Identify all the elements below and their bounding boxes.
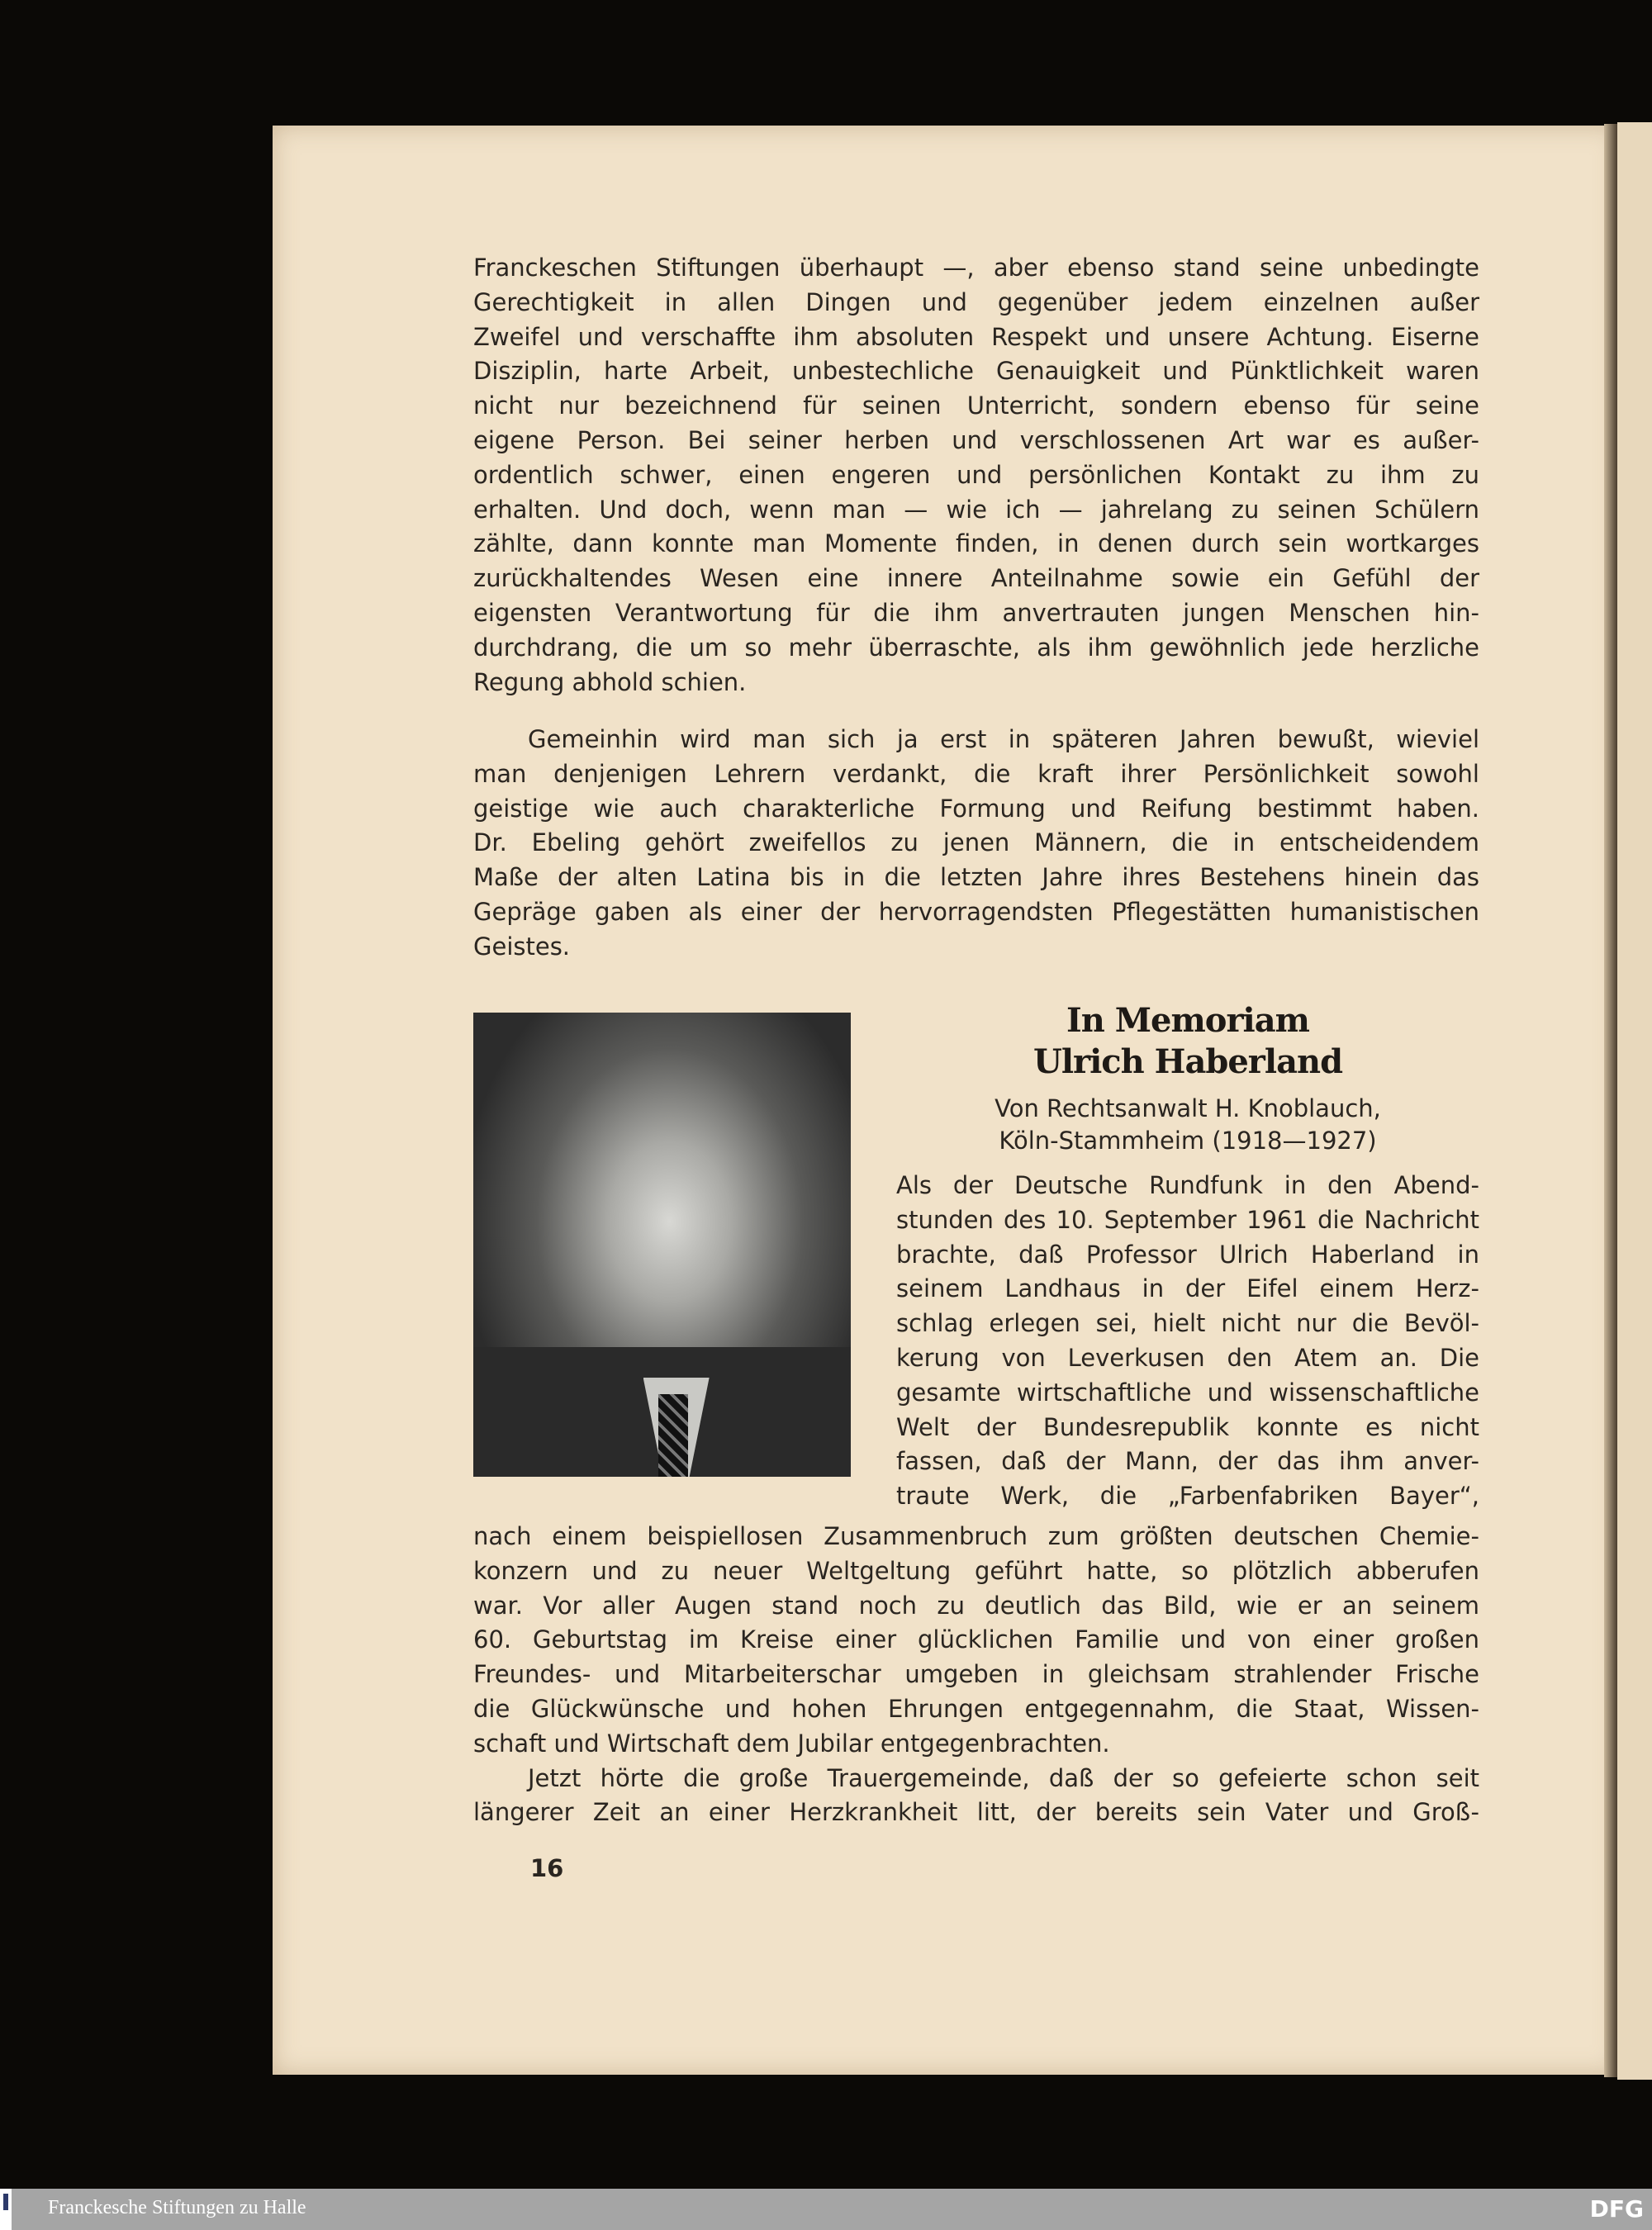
- text-line: Regung abhold schien.: [473, 667, 747, 696]
- text-line: seinem Landhaus in der Eifel einem Herz-: [896, 1274, 1479, 1303]
- page-number: 16: [530, 1854, 564, 1882]
- text-line: durchdrang, die um so mehr überraschte, als ihm gewöhnlich jede herzliche: [473, 633, 1479, 662]
- institution-logo: [0, 2189, 12, 2230]
- text-line: kerung von Leverkusen den Atem an. Die: [896, 1344, 1479, 1372]
- text-line: eigene Person. Bei seiner herben und verschlossenen Art war es außer-: [473, 426, 1479, 454]
- text-line: Disziplin, harte Arbeit, unbestechliche Genauigkeit und Pünktlichkeit waren: [473, 357, 1479, 386]
- institution-name[interactable]: Franckesche Stiftungen zu Halle: [48, 2197, 306, 2218]
- byline-author: Von Rechtsanwalt H. Knoblauch,: [995, 1094, 1381, 1122]
- text-line: gesamte wirtschaftliche und wissenschaftliche: [896, 1378, 1479, 1407]
- article-title-line2: Ulrich Haberland: [1032, 1042, 1343, 1081]
- portrait-photo: [473, 1013, 851, 1477]
- text-line: Gemeinhin wird man sich ja erst in späteren Jahren bewußt, wieviel: [528, 725, 1479, 753]
- text-line: zurückhaltendes Wesen eine innere Anteilnahme sowie ein Gefühl der: [473, 564, 1479, 593]
- byline-place: Köln-Stammheim (1918—1927): [999, 1127, 1377, 1155]
- text-line: konzern und zu neuer Weltgeltung geführt hatte, so plötzlich abberufen: [473, 1556, 1479, 1585]
- text-line: Gepräge gaben als einer der hervorragendsten Pflegestätten humanistischen: [473, 898, 1479, 926]
- text-line: ordentlich schwer, einen engeren und persönlichen Kontakt zu ihm zu: [473, 460, 1479, 489]
- footer-bar: [0, 2189, 1652, 2230]
- dfg-logo[interactable]: DFG: [1589, 2195, 1644, 2223]
- text-line: Gerechtigkeit in allen Dingen und gegenüber jedem einzelnen außer: [473, 287, 1479, 316]
- text-line: Welt der Bundesrepublik konnte es nicht: [896, 1412, 1479, 1441]
- text-line: stunden des 10. September 1961 die Nachricht: [896, 1205, 1479, 1234]
- text-line: 60. Geburtstag im Kreise einer glücklichen Familie und von einer großen: [473, 1625, 1479, 1654]
- text-line: Freundes- und Mitarbeiterschar umgeben in gleichsam strahlender Frische: [473, 1660, 1479, 1689]
- text-line: eigensten Verantwortung für die ihm anvertrauten jungen Menschen hin-: [473, 599, 1479, 627]
- text-line: die Glückwünsche und hohen Ehrungen entgegennahm, die Staat, Wissen-: [473, 1695, 1479, 1723]
- text-line: geistige wie auch charakterliche Formung und Reifung bestimmt haben.: [473, 794, 1479, 823]
- text-line: war. Vor aller Augen stand noch zu deutlich das Bild, wie er an seinem: [473, 1591, 1479, 1620]
- text-line: nicht nur bezeichnend für seinen Unterricht, sondern ebenso für seine: [473, 391, 1479, 420]
- text-line: Als der Deutsche Rundfunk in den Abend-: [896, 1171, 1479, 1199]
- text-line: Geistes.: [473, 932, 571, 961]
- text-line: erhalten. Und doch, wenn man — wie ich — jahrelang zu seinen Schülern: [473, 495, 1479, 524]
- text-line: schaft und Wirtschaft dem Jubilar entgegenbrachten.: [473, 1729, 1110, 1758]
- text-line: brachte, daß Professor Ulrich Haberland in: [896, 1240, 1479, 1269]
- text-line: zählte, dann konnte man Momente finden, in denen durch sein wortkarges: [473, 529, 1479, 558]
- text-line: Zweifel und verschaffte ihm absoluten Respekt und unsere Achtung. Eiserne: [473, 322, 1479, 351]
- text-line: Franckeschen Stiftungen überhaupt —, aber ebenso stand seine unbedingte: [473, 254, 1479, 282]
- article-title-line1: In Memoriam: [1066, 1001, 1309, 1040]
- book-gutter: [1604, 124, 1617, 2077]
- facing-page-edge: [1617, 122, 1652, 2080]
- text-line: schlag erlegen sei, hielt nicht nur die Bevöl-: [896, 1309, 1479, 1338]
- text-line: nach einem beispiellosen Zusammenbruch zum größten deutschen Chemie-: [473, 1522, 1479, 1550]
- text-line: Maße der alten Latina bis in die letzten Jahre ihres Bestehens hinein das: [473, 863, 1479, 892]
- text-line: längerer Zeit an einer Herzkrankheit litt, der bereits sein Vater und Groß-: [473, 1798, 1479, 1827]
- text-line: Jetzt hörte die große Trauergemeinde, daß der so gefeierte schon seit: [528, 1763, 1479, 1792]
- text-line: Dr. Ebeling gehört zweifellos zu jenen Männern, die in entscheidendem: [473, 828, 1479, 857]
- text-line: man denjenigen Lehrern verdankt, die kraft ihrer Persönlichkeit sowohl: [473, 759, 1479, 788]
- text-line: fassen, daß der Mann, der das ihm anver-: [896, 1447, 1479, 1476]
- text-line: traute Werk, die „Farbenfabriken Bayer“,: [896, 1482, 1479, 1511]
